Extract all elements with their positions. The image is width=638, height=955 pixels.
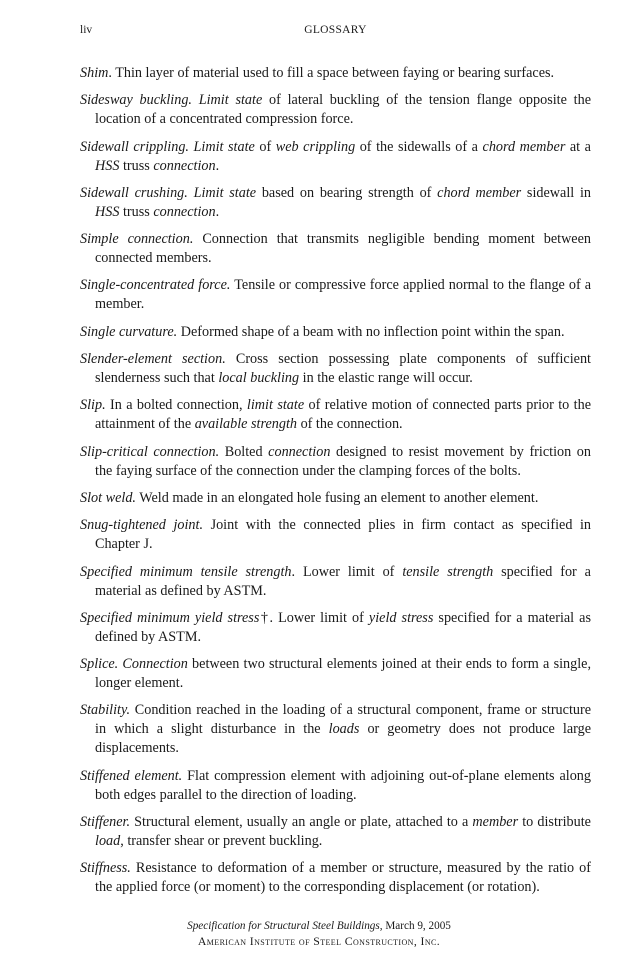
entry-italic-text: Single-concentrated force. xyxy=(80,277,231,294)
glossary-entry xyxy=(80,138,591,176)
footer-spec-title: Specification for Structural Steel Buildings, xyxy=(187,920,383,932)
entry-italic-text: Slender-element section. xyxy=(80,351,226,368)
entry-text: of the sidewalls of a xyxy=(355,138,483,155)
entry-text: specified for a material as defined by ASTM. xyxy=(95,563,591,599)
entry-text: . xyxy=(215,203,220,220)
entry-text: Condition reached in the loading of a structural component, frame or structure in which a slight disturbance in the xyxy=(95,702,591,738)
entry-italic-text: Slot weld. xyxy=(80,489,136,506)
entry-text: Tensile or compressive force applied normal to the flange of a member. xyxy=(95,277,591,313)
glossary-entry xyxy=(80,184,591,222)
entry-italic-text: yield stress xyxy=(368,609,434,626)
entry-text: in the elastic range will occur. xyxy=(299,370,473,387)
entry-text: Resistance to deformation of a member or structure, measured by the ratio of the applied force (or moment) to the corresponding displacement (or rotation). xyxy=(95,860,591,896)
entry-italic-text: Splice. Connection xyxy=(80,656,188,673)
entry-text: of lateral buckling of the tension flange opposite the location of a concentrated compression force. xyxy=(95,92,591,128)
entry-italic-text: Snug-tightened joint. xyxy=(80,517,204,534)
glossary-entry xyxy=(80,516,591,554)
entry-text: , transfer shear or prevent buckling. xyxy=(120,833,323,850)
entry-text: In a bolted connection, xyxy=(105,397,247,414)
entry-italic-text: HSS xyxy=(95,157,120,174)
entry-italic-text: Specified minimum yield stress xyxy=(80,609,260,626)
glossary-entry xyxy=(80,323,591,342)
glossary-entry xyxy=(80,276,591,314)
glossary-entry xyxy=(80,350,591,388)
entry-text: Connection that transmits negligible bending moment between connected members. xyxy=(95,231,591,267)
page-number: liv xyxy=(80,24,93,36)
entry-text: . Thin layer of material used to fill a space between faying or bearing surfaces. xyxy=(108,65,555,81)
entry-text: specified for a material as defined by ASTM. xyxy=(95,609,591,645)
glossary-entry xyxy=(80,767,591,805)
entry-italic-text: HSS xyxy=(95,203,120,220)
entry-text: of relative motion of connected parts prior to the attainment of the xyxy=(95,397,591,433)
entry-italic-text: chord member xyxy=(482,138,566,155)
entry-italic-text: web crippling xyxy=(275,138,356,155)
entry-italic-text: Simple connection. xyxy=(80,231,194,248)
glossary-entry xyxy=(80,859,591,897)
entry-text: of xyxy=(254,138,276,155)
entry-text: †. Lower limit of xyxy=(259,609,369,626)
entry-text: Cross section possessing plate components of sufficient slenderness such that xyxy=(95,351,591,387)
entry-text: Bolted xyxy=(219,443,269,460)
footer-publisher: American Institute of Steel Construction, Inc. xyxy=(197,933,441,948)
entry-italic-text: Shim xyxy=(80,65,109,81)
glossary-entry xyxy=(80,489,591,508)
glossary-entry xyxy=(80,64,591,83)
entry-text: to distribute xyxy=(518,814,591,831)
entry-text: based on bearing strength of xyxy=(256,184,438,201)
entry-text: designed to resist movement by friction on the faying surface of the connection under the clamping forces of the bolts. xyxy=(95,443,591,479)
entry-italic-text: chord member xyxy=(437,184,522,201)
entry-text: . xyxy=(215,157,220,174)
entry-italic-text: Stiffness. xyxy=(80,860,131,877)
entry-italic-text: member xyxy=(472,814,519,831)
entry-italic-text: Stiffener. xyxy=(80,814,131,831)
glossary-entry xyxy=(80,701,591,758)
entry-italic-text: limit state xyxy=(246,397,305,414)
entry-italic-text: Sidesway buckling. Limit state xyxy=(80,92,263,109)
glossary-entry xyxy=(80,91,591,129)
entry-text: Deformed shape of a beam with no inflection point within the span. xyxy=(177,323,565,340)
entry-text: . Lower limit of xyxy=(291,563,403,580)
entry-text: or geometry does not produce large displacements. xyxy=(95,721,591,757)
entry-italic-text: Slip-critical connection. xyxy=(80,443,220,460)
entry-italic-text: Stiffened element. xyxy=(80,767,183,784)
glossary-entry xyxy=(80,609,591,647)
entry-italic-text: connection xyxy=(153,203,216,220)
glossary-entry xyxy=(80,563,591,601)
entry-italic-text: connection xyxy=(268,443,331,460)
glossary-entry xyxy=(80,396,591,434)
entry-text: Weld made in an elongated hole fusing an element to another element. xyxy=(135,489,539,506)
entry-text: of the connection. xyxy=(297,416,403,433)
glossary-entry xyxy=(80,230,591,268)
entry-text: Joint with the connected plies in firm contact as specified in Chapter J. xyxy=(95,517,591,553)
footer-date: March 9, 2005 xyxy=(382,920,451,932)
page-footer xyxy=(0,919,638,948)
entry-italic-text: connection xyxy=(153,157,216,174)
running-header xyxy=(80,24,591,40)
entry-italic-text: Single curvature. xyxy=(80,323,178,340)
entry-text: truss xyxy=(119,203,154,220)
entry-italic-text: loads xyxy=(328,721,360,738)
footer-citation xyxy=(0,919,638,934)
entry-italic-text: tensile strength xyxy=(402,563,494,580)
entry-text: at a xyxy=(565,138,591,155)
glossary-entries xyxy=(80,64,591,906)
entry-italic-text: available strength xyxy=(194,416,298,433)
entry-text: Flat compression element with adjoining out-of-plane elements along both edges parallel to the direction of loading. xyxy=(95,767,591,803)
entry-text: truss xyxy=(119,157,154,174)
entry-italic-text: Stability. xyxy=(80,702,131,719)
glossary-entry xyxy=(80,443,591,481)
entry-italic-text: Sidewall crippling. Limit state xyxy=(80,138,255,155)
entry-text: sidewall in xyxy=(521,184,591,201)
entry-italic-text: local buckling xyxy=(218,370,300,387)
entry-text: between two structural elements joined at their ends to form a single, longer element. xyxy=(95,656,591,692)
glossary-entry xyxy=(80,655,591,693)
glossary-entry xyxy=(80,813,591,851)
entry-italic-text: Specified minimum tensile strength xyxy=(80,563,292,580)
entry-italic-text: Slip. xyxy=(80,397,106,414)
entry-italic-text: Sidewall crushing. Limit state xyxy=(80,184,257,201)
entry-italic-text: load xyxy=(95,833,121,850)
running-title: GLOSSARY xyxy=(304,24,367,36)
entry-text: Structural element, usually an angle or plate, attached to a xyxy=(130,814,473,831)
